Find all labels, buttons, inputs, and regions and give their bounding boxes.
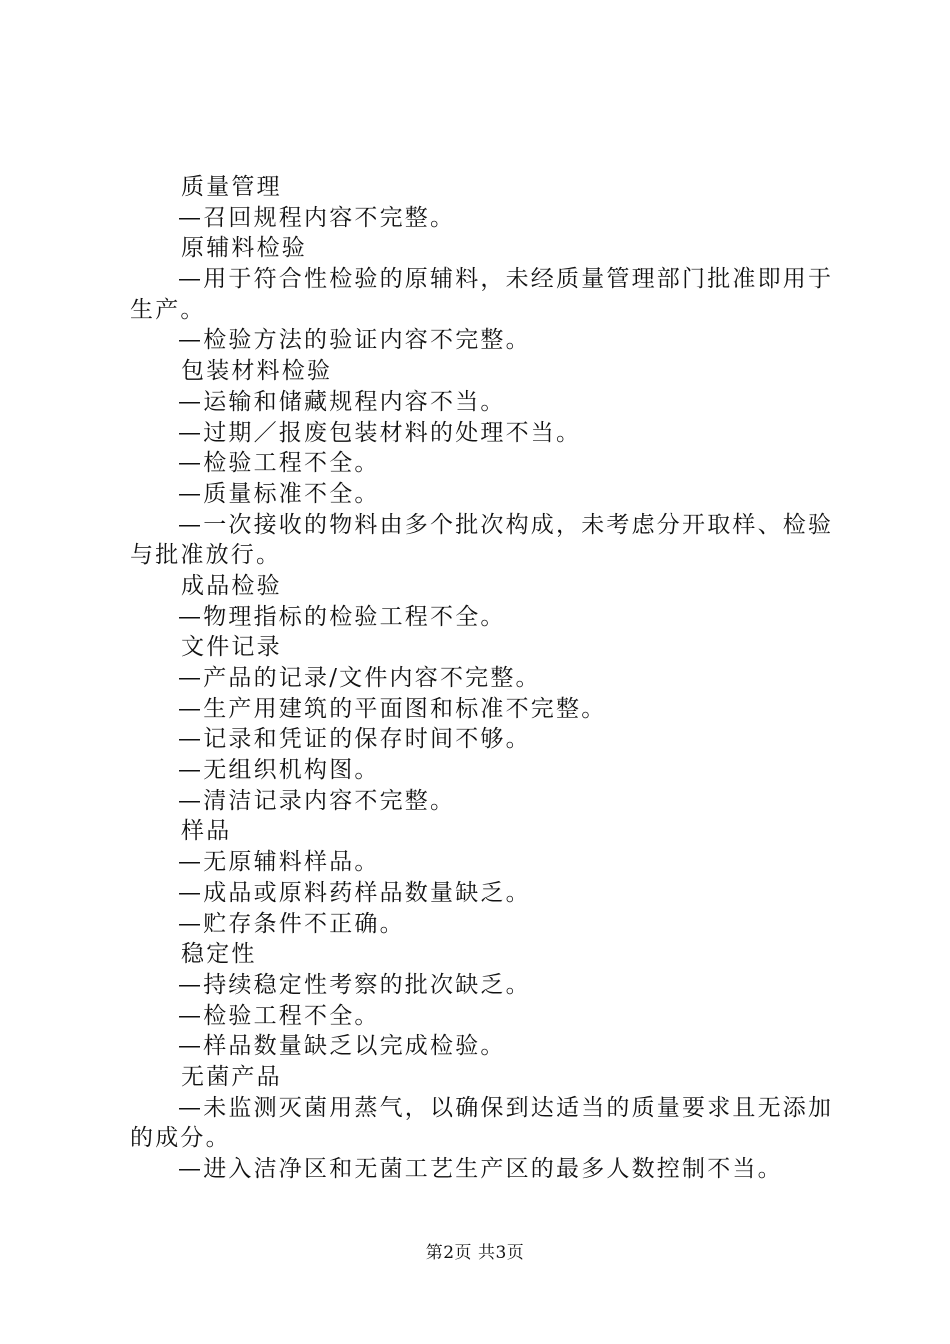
section-heading: 文件记录 — [181, 634, 282, 661]
list-item: —召回规程内容不完整。 — [178, 204, 456, 231]
list-item-continuation: 的成分。 — [130, 1125, 231, 1152]
list-item: —检验工程不全。 — [178, 450, 380, 477]
list-item-continuation: 生产。 — [130, 296, 206, 323]
list-item: —进入洁净区和无菌工艺生产区的最多人数控制不当。 — [178, 1156, 783, 1182]
list-item: —无原辅料样品。 — [178, 849, 380, 876]
section-heading: 成品检验 — [181, 572, 282, 599]
list-item: —检验方法的验证内容不完整。 — [178, 327, 531, 354]
list-item: —成品或原料药样品数量缺乏。 — [178, 879, 531, 906]
list-item: —记录和凭证的保存时间不够。 — [178, 726, 531, 753]
section-heading: 包装材料检验 — [181, 358, 333, 385]
list-item: —过期／报废包装材料的处理不当。 — [178, 419, 582, 446]
page-footer: 第2页 共3页 — [425, 1243, 525, 1263]
list-item: —检验工程不全。 — [178, 1002, 380, 1029]
section-heading: 样品 — [181, 818, 232, 845]
list-item: —产品的记录/文件内容不完整。 — [178, 665, 541, 691]
list-item: —无组织机构图。 — [178, 757, 380, 784]
list-item: —质量标准不全。 — [178, 480, 380, 507]
list-item: —用于符合性检验的原辅料，未经质量管理部门批准即用于 — [178, 266, 834, 293]
section-heading: 稳定性 — [181, 941, 257, 968]
section-heading: 无菌产品 — [181, 1063, 282, 1090]
list-item: —清洁记录内容不完整。 — [178, 787, 456, 814]
list-item: —运输和储藏规程内容不当。 — [178, 388, 506, 415]
list-item: —生产用建筑的平面图和标准不完整。 — [178, 695, 607, 722]
list-item: —持续稳定性考察的批次缺乏。 — [178, 971, 531, 998]
list-item-continuation: 与批准放行。 — [130, 542, 282, 569]
list-item: —未监测灭菌用蒸气，以确保到达适当的质量要求且无添加 — [178, 1094, 834, 1121]
list-item: —样品数量缺乏以完成检验。 — [178, 1033, 506, 1060]
list-item: —一次接收的物料由多个批次构成，未考虑分开取样、检验 — [178, 511, 834, 538]
section-heading: 质量管理 — [181, 174, 282, 200]
list-item: —物理指标的检验工程不全。 — [178, 603, 506, 630]
list-item: —贮存条件不正确。 — [178, 910, 405, 937]
section-heading: 原辅料检验 — [181, 235, 307, 262]
document-body — [130, 172, 834, 1185]
